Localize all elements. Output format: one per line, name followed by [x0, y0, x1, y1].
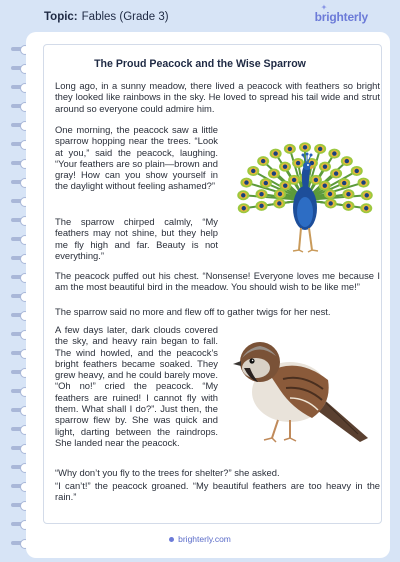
brighterly-logo[interactable]: [314, 3, 368, 24]
logo-text: brighterly: [314, 10, 368, 24]
paragraph-2: One morning, the peacock saw a little sparrow hopping near the trees. “Look at you,” said the peacock, laughing. “Your feathers are so plain—brown and gray! How can you show yourself in the daylight without feeling ashamed?”: [55, 124, 218, 192]
peacock-illustration: [230, 128, 380, 258]
footer-link[interactable]: brighterly.com: [178, 534, 231, 544]
topic-label: Topic:: [44, 11, 78, 23]
globe-icon: [169, 537, 174, 542]
paragraph-4: The peacock puffed out his chest. “Nonsense! Everyone loves me because I am the most beautiful bird in the meadow. You should wish to be like me!”: [55, 270, 380, 293]
topic-line: [44, 11, 169, 23]
paragraph-1: Long ago, in a sunny meadow, there lived a peacock with feathers so bright they looked like rainbows in the sky. He loved to spread his tail wide and strut around so everyone could admire him.: [55, 80, 380, 114]
footer: [0, 534, 400, 544]
paragraph-5: The sparrow said no more and flew off to gather twigs for her nest.: [55, 306, 331, 317]
topic-value: Fables (Grade 3): [81, 11, 169, 23]
paragraph-6: A few days later, dark clouds covered the sky, and heavy rain began to fall. The wind howled, and the peacock’s bright feathers became soaked. They grew heavy, and he could barely move. “Oh no!” cried the peacock. “My feathers are ruined! I cannot fly with them. What shall I do?”. Just then, the sparrow flew by. She was quick and light, darting between the raindrops. She landed near the peacock.: [55, 324, 218, 448]
paragraph-8: “I can’t!” the peacock groaned. “My beautiful feathers are too heavy in the rain.”: [55, 480, 380, 503]
sparrow-illustration: [228, 334, 374, 450]
logo-sparkle-icon: ✦: [320, 3, 328, 12]
paragraph-3: The sparrow chirped calmly, “My feathers may not shine, but they help me fly high and far. Beauty is not everything.”: [55, 216, 218, 261]
paragraph-7: “Why don’t you fly to the trees for shelter?” she asked.: [55, 467, 280, 478]
story-title: The Proud Peacock and the Wise Sparrow: [94, 58, 306, 70]
